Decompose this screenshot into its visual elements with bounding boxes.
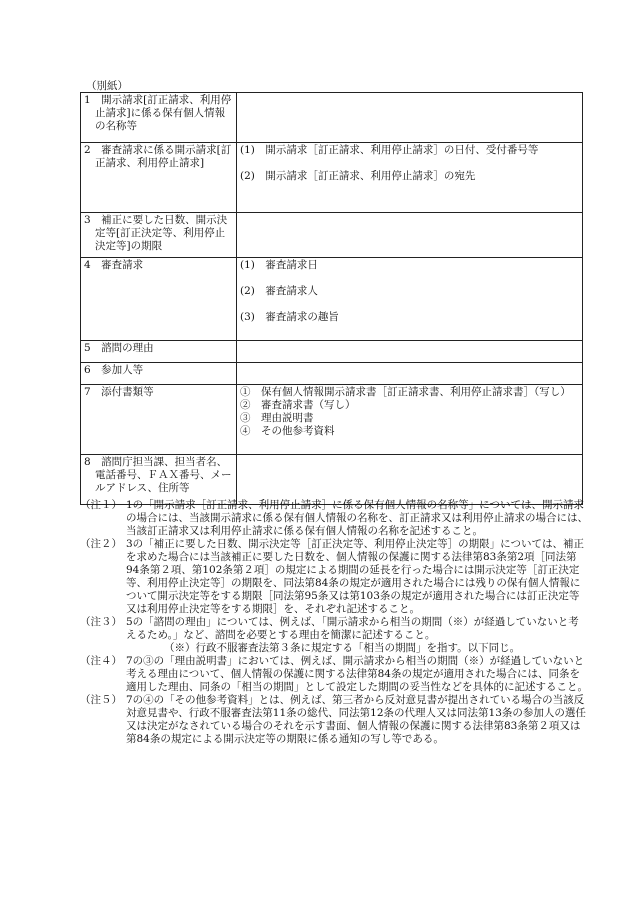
table-row — [81, 341, 583, 363]
row-label: 6 参加人等 — [81, 363, 237, 385]
list-item: (3) 審査請求の趣旨 — [240, 311, 339, 323]
note-text — [126, 616, 588, 655]
note-text: 1の「開示請求［訂正請求、利用停止請求］に係る保有個人情報の名称等」については、開示請求の場合には、当該開示請求に係る保有個人情報の名称を、訂正請求又は利用停止請求の場合には、当該訂正請求又は利用停止請求に係る保有個人情報の名称を記述すること。 — [126, 499, 588, 537]
form-table — [80, 92, 583, 505]
note — [80, 655, 588, 694]
note-label: （注５） — [80, 694, 122, 706]
table-row — [81, 93, 583, 143]
note-body: 5の「諮問の理由」については、例えば、「開示請求から相当の期間（※）が経過していないと考えるため。」など、諮問を必要とする理由を簡潔に記述すること。 — [126, 616, 579, 641]
note — [80, 538, 588, 616]
notes-section — [80, 499, 588, 746]
row-label: 5 諮問の理由 — [81, 341, 237, 363]
table-row — [81, 363, 583, 385]
row-content — [237, 385, 583, 455]
note-text: 7の③の「理由説明書」においては、例えば、開示請求から相当の期間（※）が経過していないと考える理由について、個人情報の保護に関する法律第84条の規定が適用された場合には、同条を適用した理由、同条の「相当の期間」として設定した期間の妥当性などを具体的に記述すること。 — [126, 655, 588, 693]
spacer — [240, 157, 579, 170]
row-content — [237, 93, 583, 143]
row-content — [237, 258, 583, 341]
spacer — [240, 298, 579, 311]
note-label: （注２） — [80, 538, 122, 550]
row-label: 8 諮問庁担当課、担当者名、電話番号、ＦＡＸ番号、メールアドレス、住所等 — [81, 455, 237, 505]
list-item: (1) 審査請求日 — [240, 259, 318, 271]
list-item: (2) 開示請求［訂正請求、利用停止請求］の宛先 — [240, 170, 476, 182]
row-label: 7 添付書類等 — [81, 385, 237, 455]
list-item: (2) 審査請求人 — [240, 285, 318, 297]
row-label: 3 補正に要した日数、開示決定等[訂正決定等、利用停止決定等]の期限 — [81, 213, 237, 258]
row-content — [237, 363, 583, 385]
table-row — [81, 385, 583, 455]
table-row — [81, 213, 583, 258]
list-item: ② 審査請求書（写し） — [240, 399, 356, 411]
list-item: (1) 開示請求［訂正請求、利用停止請求］の日付、受付番号等 — [240, 144, 539, 156]
note-label: （注４） — [80, 655, 122, 667]
row-content — [237, 341, 583, 363]
note-label: （注３） — [80, 616, 122, 628]
row-content — [237, 213, 583, 258]
row-label: 1 開示請求[訂正請求、利用停止請求]に係る保有個人情報の名称等 — [81, 93, 237, 143]
table-row — [81, 258, 583, 341]
note — [80, 616, 588, 655]
table-row — [81, 455, 583, 505]
row-content — [237, 143, 583, 213]
row-label: 2 審査請求に係る開示請求[訂正請求、利用停止請求] — [81, 143, 237, 213]
table-row — [81, 143, 583, 213]
note-sub: （※）行政不服審査法第３条に規定する「相当の期間」を指す。以下同じ。 — [164, 642, 521, 654]
note-text: 7の④の「その他参考資料」とは、例えば、第三者から反対意見書が提出されている場合の当該反対意見書や、行政不服審査法第11条の総代、同法第12条の代理人又は同法第13条の参加人の選任又は決定がなされている場合のそれを示す書面、個人情報の保護に関する法律第83条第２項又は第84条の規定による開示決定等の期限に係る通知の写し等である。 — [126, 694, 586, 745]
row-label: 4 審査請求 — [81, 258, 237, 341]
note-text: 3の「補正に要した日数、開示決定等［訂正決定等、利用停止決定等］の期限」については、補正を求めた場合には当該補正に要した日数を、個人情報の保護に関する法律第83条第2項［同法第94条第２項、第102条第２項］の規定による期間の延長を行った場合には開示決定等［訂正決定等、利用停止決定等］の期限を、同法第84条の規定が適用された場合には残りの保有個人情報について開示決定等をする期限［同法第95条又は第103条の規定が適用された場合には訂正決定等又は利用停止決定等をする期限］を、それぞれ記述すること。 — [126, 538, 584, 615]
note — [80, 499, 588, 538]
spacer — [240, 272, 579, 285]
note-label: （注１） — [80, 499, 122, 511]
list-item: ① 保有個人情報開示請求書［訂正請求書、利用停止請求書］（写し） — [240, 386, 571, 398]
list-item: ④ その他参考資料 — [240, 425, 335, 437]
appendix-label: （別紙） — [86, 80, 128, 92]
note — [80, 694, 588, 746]
list-item: ③ 理由説明書 — [240, 412, 314, 424]
row-content — [237, 455, 583, 505]
